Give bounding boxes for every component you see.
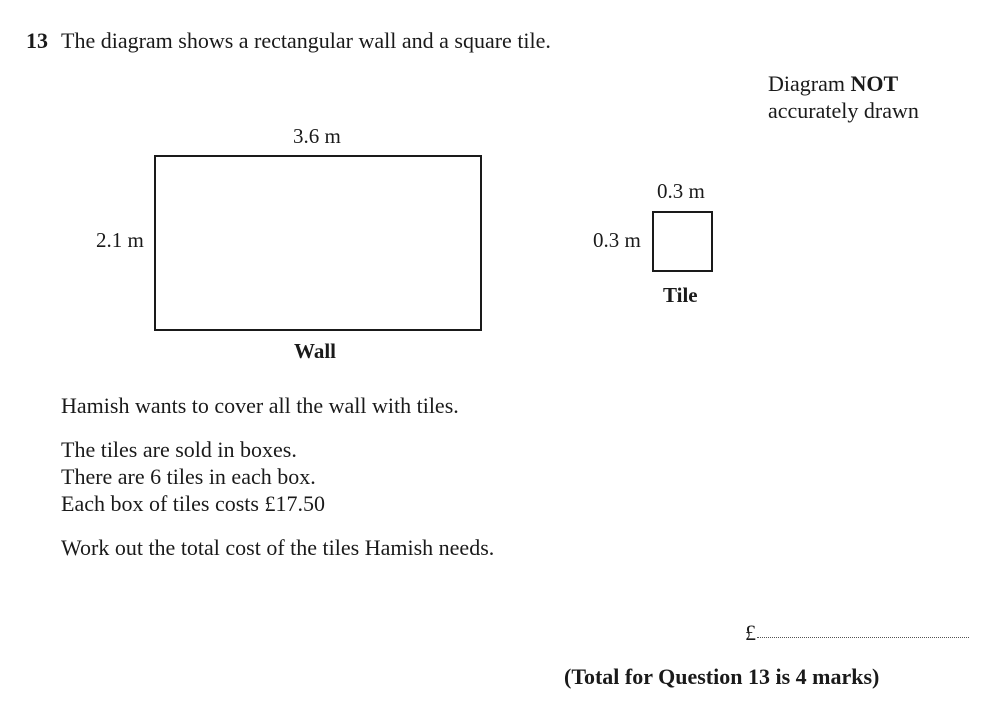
paragraph-info: [61, 436, 325, 517]
diagram-note-not: NOT: [850, 71, 899, 96]
paragraph-task: Work out the total cost of the tiles Hamish needs.: [61, 535, 495, 560]
tile-name-label: Tile: [663, 283, 698, 307]
tile-square: [652, 211, 713, 272]
wall-rectangle: [154, 155, 482, 331]
answer-line[interactable]: [757, 637, 969, 638]
diagram-note: [768, 70, 919, 124]
diagram-note-prefix: Diagram: [768, 71, 851, 96]
answer-currency-symbol: £: [745, 620, 756, 645]
diagram-note-line2: accurately drawn: [768, 98, 919, 123]
wall-width-label: 3.6 m: [293, 124, 341, 148]
paragraph-goal: Hamish wants to cover all the wall with tiles.: [61, 393, 459, 418]
wall-name-label: Wall: [294, 339, 337, 363]
total-marks: (Total for Question 13 is 4 marks): [564, 664, 880, 689]
wall-height-label: 2.1 m: [96, 228, 144, 252]
question-intro: The diagram shows a rectangular wall and a square tile.: [61, 28, 551, 53]
tile-height-label: 0.3 m: [593, 228, 641, 252]
info-line-2: There are 6 tiles in each box.: [61, 464, 316, 489]
question-number: 13: [26, 28, 48, 53]
info-line-3: Each box of tiles costs £17.50: [61, 491, 325, 516]
info-line-1: The tiles are sold in boxes.: [61, 437, 297, 462]
tile-width-label: 0.3 m: [657, 179, 705, 203]
